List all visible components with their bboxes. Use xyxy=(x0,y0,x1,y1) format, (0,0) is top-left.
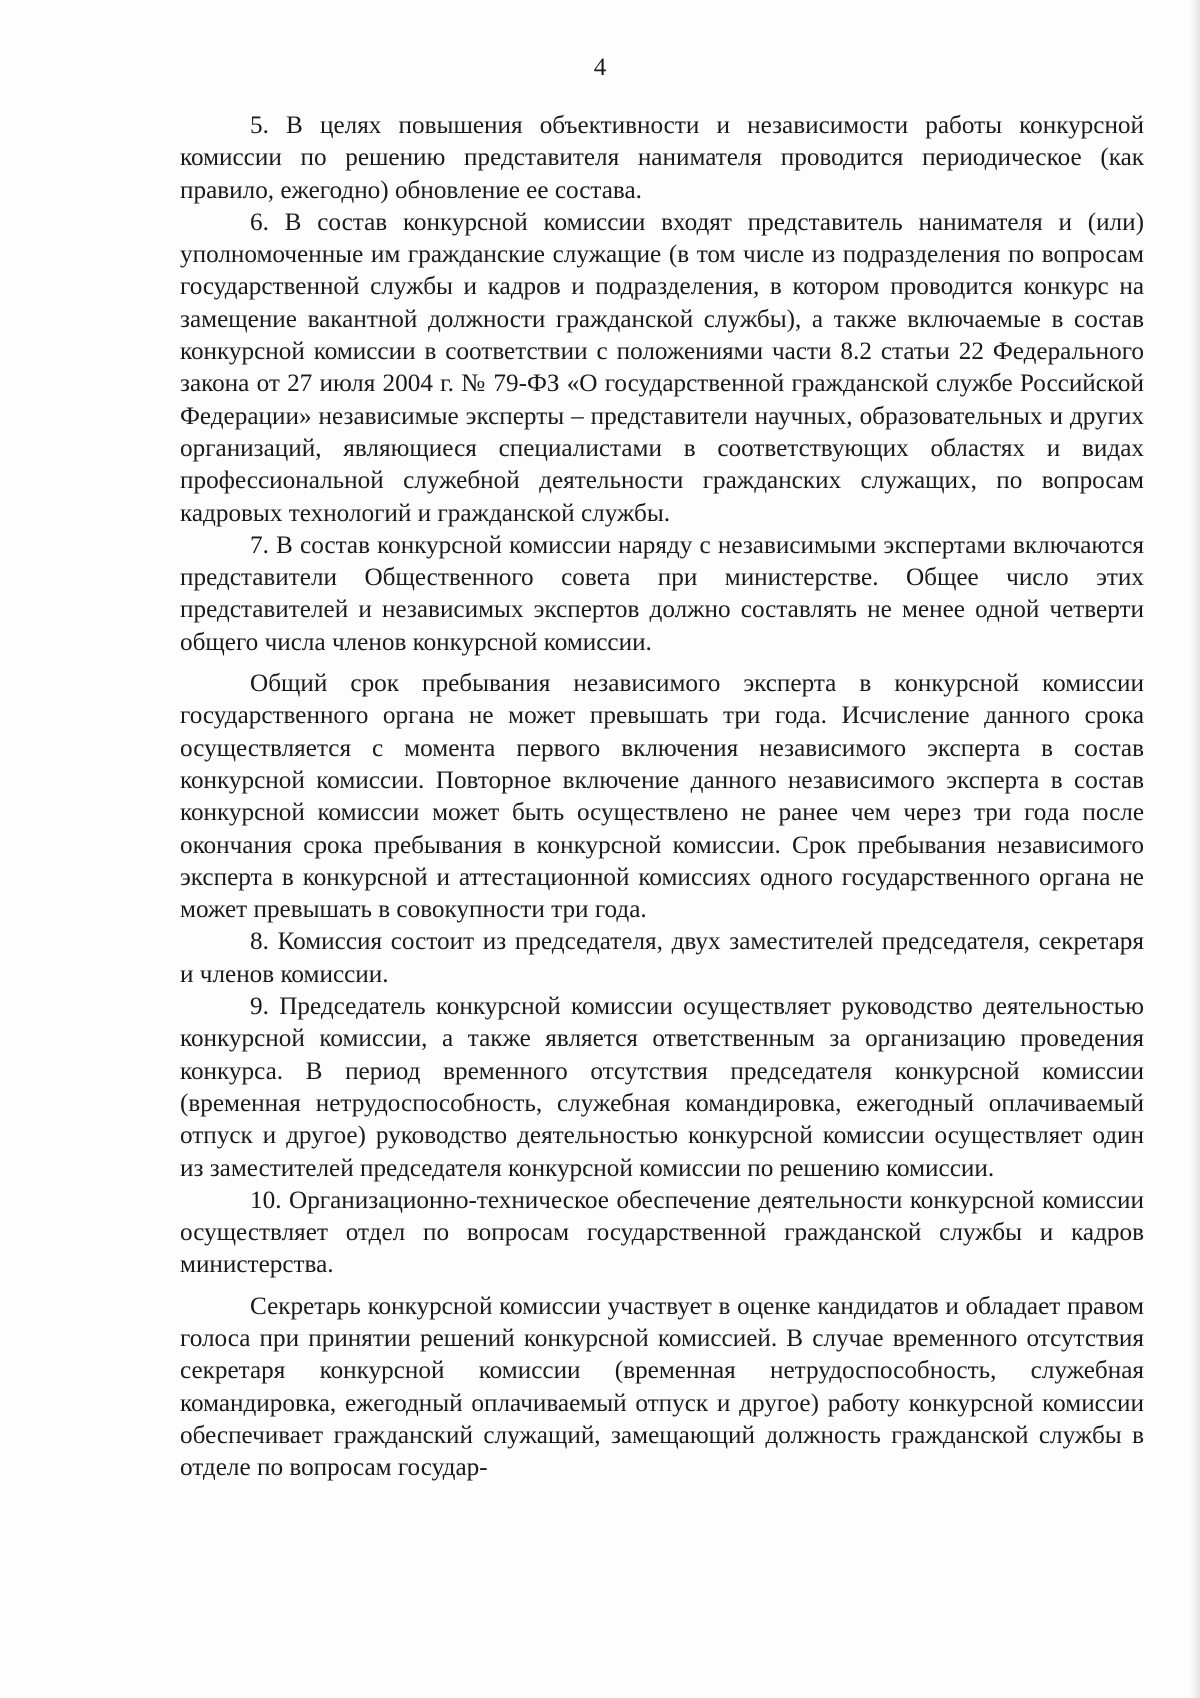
page-edge-shadow xyxy=(1190,0,1200,1698)
paragraph-10-secretary: Секретарь конкурсной комиссии участвует в оценке кандидатов и обладает правом голоса при принятии решений конкурсной комиссией. В случае временного отсутствия секретаря конкурсной комиссии (временная нетрудоспособность, служебная командировка, ежегодный оплачиваемый отпуск и другое) работу конкурсной комиссии обеспечивает гражданский служащий, замещающий должность гражданской службы в отделе по вопросам государ- xyxy=(180,1292,1144,1482)
paragraph-5: 5. В целях повышения объективности и независимости работы конкурсной комиссии по решению представителя нанимателя проводится периодическое (как правило, ежегодно) обновление ее состава. xyxy=(180,112,1144,204)
page-number: 4 xyxy=(593,54,607,81)
paragraph-7: 7. В состав конкурсной комиссии наряду с независимыми экспертами включаются представители Общественного совета при министерстве. Общее число этих представителей и независимых экспертов должно составлять не менее одной четверти общего числа членов конкурсной комиссии. xyxy=(180,531,1144,656)
paragraph-8: 8. Комиссия состоит из председателя, двух заместителей председателя, секретаря и членов комиссии. xyxy=(180,928,1144,988)
document-body xyxy=(180,110,1144,1484)
paragraph-6: 6. В состав конкурсной комиссии входят представитель нанимателя и (или) уполномоченные им гражданские служащие (в том числе из подразделения по вопросам государственной службы и кадров и подразделения, в котором проводится конкурс на замещение вакантной должности гражданской службы), а также включаемые в состав конкурсной комиссии в соответствии с положениями части 8.2 статьи 22 Федерального закона от 27 июля 2004 г. № 79-ФЗ «О государственной гражданской службе Российской Федерации» независимые эксперты – представители научных, образовательных и других организаций, являющиеся специалистами в соответствующих областях и видах профессиональной служебной деятельности гражданских служащих, по вопросам кадровых технологий и гражданской службы. xyxy=(180,208,1144,527)
paragraph-7-term: Общий срок пребывания независимого эксперта в конкурсной комиссии государственного органа не может превышать три года. Исчисление данного срока осуществляется с момента первого включения независимого эксперта в состав конкурсной комиссии. Повторное включение данного независимого эксперта в состав конкурсной комиссии может быть осуществлено не ранее чем через три года после окончания срока пребывания в конкурсной комиссии. Срок пребывания независимого эксперта в конкурсной и аттестационной комиссиях одного государственного органа не может превышать в совокупности три года. xyxy=(180,670,1144,924)
paragraph-9: 9. Председатель конкурсной комиссии осуществляет руководство деятельностью конкурсной комиссии, а также является ответственным за организацию проведения конкурса. В период временного отсутствия председателя конкурсной комиссии (временная нетрудоспособность, служебная командировка, ежегодный оплачиваемый отпуск и другое) руководство деятельностью конкурсной комиссии осуществляет один из заместителей председателя конкурсной комиссии по решению комиссии. xyxy=(180,993,1144,1182)
paragraph-10: 10. Организационно-техническое обеспечение деятельности конкурсной комиссии осуществляет отдел по вопросам государственной гражданской службы и кадров министерства. xyxy=(180,1186,1144,1279)
